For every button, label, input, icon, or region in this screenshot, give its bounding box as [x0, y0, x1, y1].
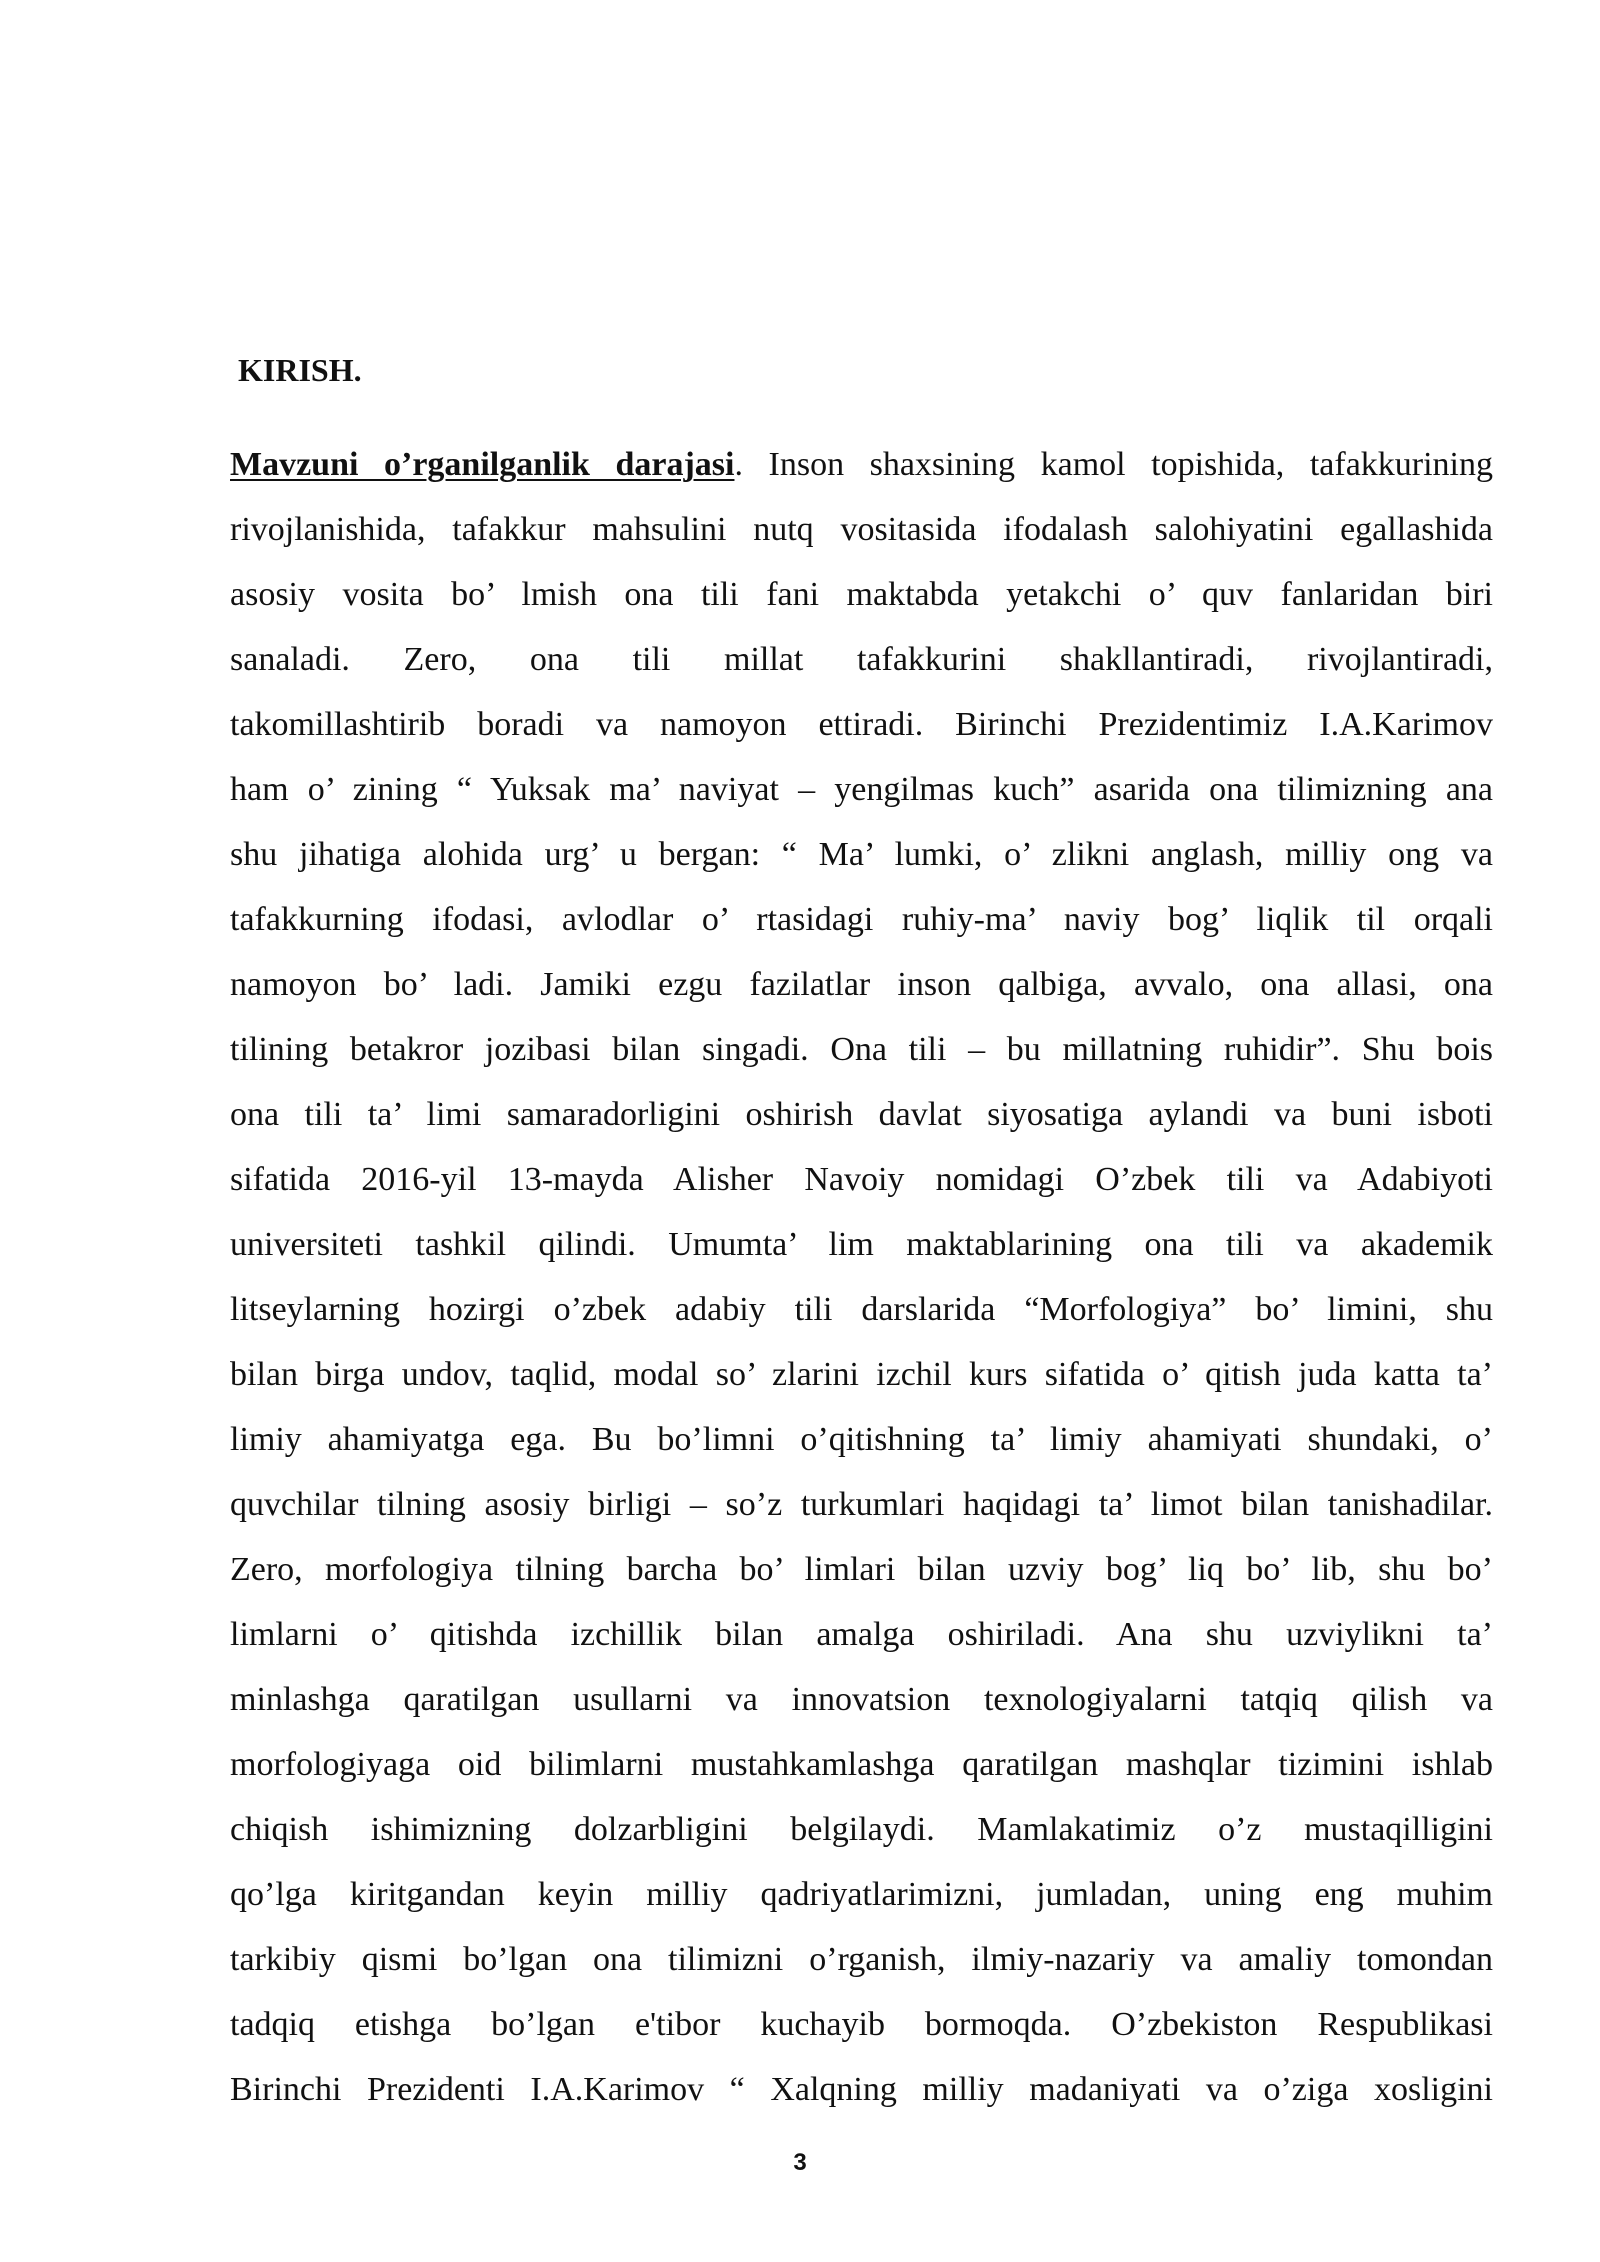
- paragraph-line: limlarni o’ qitishda izchillik bilan amalga oshiriladi. Ana shu uzviylikni ta’: [230, 1616, 1493, 1653]
- paragraph-line: quvchilar tilning asosiy birligi – so’z turkumlari haqidagi ta’ limot bilan tanishadilar.: [230, 1486, 1493, 1523]
- paragraph-first-line: [230, 432, 1493, 497]
- lead-punctuation: .: [734, 446, 743, 483]
- paragraph-line: rivojlanishida, tafakkur mahsulini nutq vositasida ifodalash salohiyatini egallashida: [230, 511, 1493, 548]
- paragraph-line: sanaladi. Zero, ona tili millat tafakkurini shakllantiradi, rivojlantiradi,: [230, 641, 1493, 678]
- paragraph-line: sifatida 2016-yil 13-mayda Alisher Navoiy nomidagi O’zbek tili va Adabiyoti: [230, 1161, 1493, 1198]
- paragraph-line: tarkibiy qismi bo’lgan ona tilimizni o’rganish, ilmiy-nazariy va amaliy tomondan: [230, 1941, 1493, 1978]
- page-number: 3: [793, 2149, 807, 2176]
- body-paragraph: [230, 432, 1493, 2122]
- paragraph-line: litseylarning hozirgi o’zbek adabiy tili darslarida “Morfologiya” bo’ limini, shu: [230, 1291, 1493, 1328]
- paragraph-line: bilan birga undov, taqlid, modal so’ zlarini izchil kurs sifatida o’ qitish juda katta ta’: [230, 1356, 1493, 1393]
- paragraph-line: Birinchi Prezidenti I.A.Karimov “ Xalqning milliy madaniyati va o’ziga xosligini: [230, 2071, 1493, 2108]
- lead-phrase: Mavzuni o’rganilganlik darajasi: [230, 446, 735, 483]
- paragraph-line: limiy ahamiyatga ega. Bu bo’limni o’qitishning ta’ limiy ahamiyati shundaki, o’: [230, 1421, 1493, 1458]
- paragraph-line: universiteti tashkil qilindi. Umumta’ lim maktablarining ona tili va akademik: [230, 1226, 1493, 1263]
- paragraph-line: Zero, morfologiya tilning barcha bo’ limlari bilan uzviy bog’ liq bo’ lib, shu bo’: [230, 1551, 1493, 1588]
- paragraph-line: asosiy vosita bo’ lmish ona tili fani maktabda yetakchi o’ quv fanlaridan biri: [230, 576, 1493, 613]
- paragraph-line: morfologiyaga oid bilimlarni mustahkamlashga qaratilgan mashqlar tizimini ishlab: [230, 1746, 1493, 1783]
- paragraph-line: takomillashtirib boradi va namoyon ettiradi. Birinchi Prezidentimiz I.A.Karimov: [230, 706, 1493, 743]
- paragraph-line: namoyon bo’ ladi. Jamiki ezgu fazilatlar inson qalbiga, avvalo, ona allasi, ona: [230, 966, 1493, 1003]
- paragraph-line: minlashga qaratilgan usullarni va innovatsion texnologiyalarni tatqiq qilish va: [230, 1681, 1493, 1718]
- paragraph-line: qo’lga kiritgandan keyin milliy qadriyatlarimizni, jumladan, uning eng muhim: [230, 1876, 1493, 1913]
- paragraph-line: tadqiq etishga bo’lgan e'tibor kuchayib bormoqda. O’zbekiston Respublikasi: [230, 2006, 1493, 2043]
- section-heading: KIRISH.: [238, 352, 362, 388]
- paragraph-line: ham o’ zining “ Yuksak ma’ naviyat – yengilmas kuch” asarida ona tilimizning ana: [230, 771, 1493, 808]
- paragraph-line: shu jihatiga alohida urg’ u bergan: “ Ma’ lumki, o’ zlikni anglash, milliy ong va: [230, 836, 1493, 873]
- paragraph-line: tafakkurning ifodasi, avlodlar o’ rtasidagi ruhiy-ma’ naviy bog’ liqlik til orqali: [230, 901, 1493, 938]
- paragraph-line: tilining betakror jozibasi bilan singadi. Ona tili – bu millatning ruhidir”. Shu bois: [230, 1031, 1493, 1068]
- paragraph-line: chiqish ishimizning dolzarbligini belgilaydi. Mamlakatimiz o’z mustaqilligini: [230, 1811, 1493, 1848]
- paragraph-line: ona tili ta’ limi samaradorligini oshirish davlat siyosatiga aylandi va buni isboti: [230, 1096, 1493, 1133]
- first-line-text: Inson shaxsining kamol topishida, tafakkurining: [742, 446, 1494, 483]
